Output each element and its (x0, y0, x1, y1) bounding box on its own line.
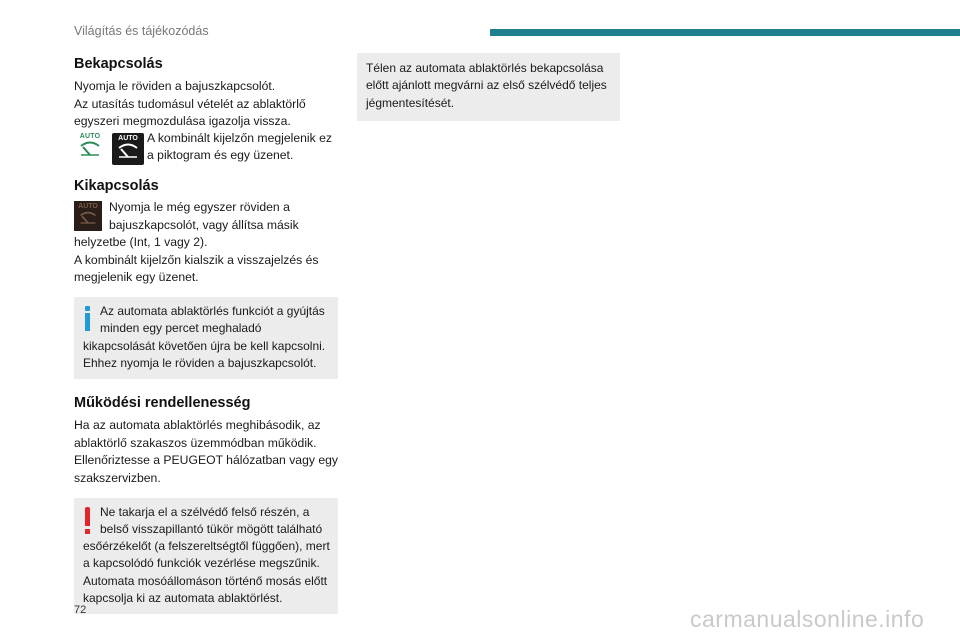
para-fault-2: Ellenőriztesse a PEUGEOT hálózatban vagy egy szakszervizben. (74, 453, 338, 485)
warning-icon (83, 507, 93, 537)
heading-off: Kikapcsolás (74, 177, 159, 194)
para-off-2: A kombinált kijelzőn kialszik a visszajelzés és megjelenik egy üzenet. (74, 252, 319, 285)
watermark: carmanualsonline.info (690, 606, 925, 632)
para-off-1: Nyomja le még egyszer röviden a bajuszkapcsolót, vagy állítsa másik helyzetbe (Int, 1 vagy 2). (74, 199, 299, 250)
header-accent-bar (490, 29, 960, 36)
right-column (357, 53, 620, 121)
warning-note (74, 498, 338, 615)
heading-on: Bekapcsolás (74, 56, 163, 72)
para-on-2: Az utasítás tudomásul vételét az ablaktörlő egyszeri megmozdulása igazolja vissza. (74, 96, 306, 129)
auto-wiper-dark-icon: AUTO (112, 133, 144, 165)
warning-note-text-2: Automata mosóállomáson történő mosás előtt kapcsolja ki az automata ablaktörlést. (83, 573, 328, 605)
winter-note-text: Télen az automata ablaktörlés bekapcsolása előtt ajánlott megvárni az első szélvédő teljes jégmentesítését. (366, 61, 607, 110)
para-fault-1: Ha az automata ablaktörlés meghibásodik, az ablaktörlő szakaszos üzemmódban működik. (74, 418, 321, 450)
header-title: Világítás és tájékozódás (74, 24, 209, 38)
auto-icon-row (74, 130, 338, 165)
para-on-icon: A kombinált kijelzőn megjelenik ez a piktogram és egy üzenet. (147, 130, 332, 163)
info-icon (83, 306, 93, 332)
auto-wiper-outline-icon: AUTO (74, 133, 106, 165)
warning-note-text-1: Ne takarja el a szélvédő felső részén, a belső visszapillantó tükör mögött található esőérzékelőt (a felszereltségtől függően), mert a kapcsolódó funkciók vezérlése megszűnik. (83, 504, 330, 571)
info-note (74, 297, 338, 379)
left-column (74, 56, 338, 614)
winter-note (357, 53, 620, 121)
para-on-1: Nyomja le röviden a bajuszkapcsolót. (74, 79, 276, 93)
info-note-text: Az automata ablaktörlés funkciót a gyújtás minden egy percet meghaladó kikapcsolását követően újra be kell kapcsolni. Ehhez nyomja le röviden a bajuszkapcsolót. (83, 303, 326, 370)
auto-wiper-off-icon: AUTO (74, 201, 102, 231)
heading-fault: Működési rendellenesség (74, 395, 251, 412)
page-number: 72 (74, 604, 87, 616)
